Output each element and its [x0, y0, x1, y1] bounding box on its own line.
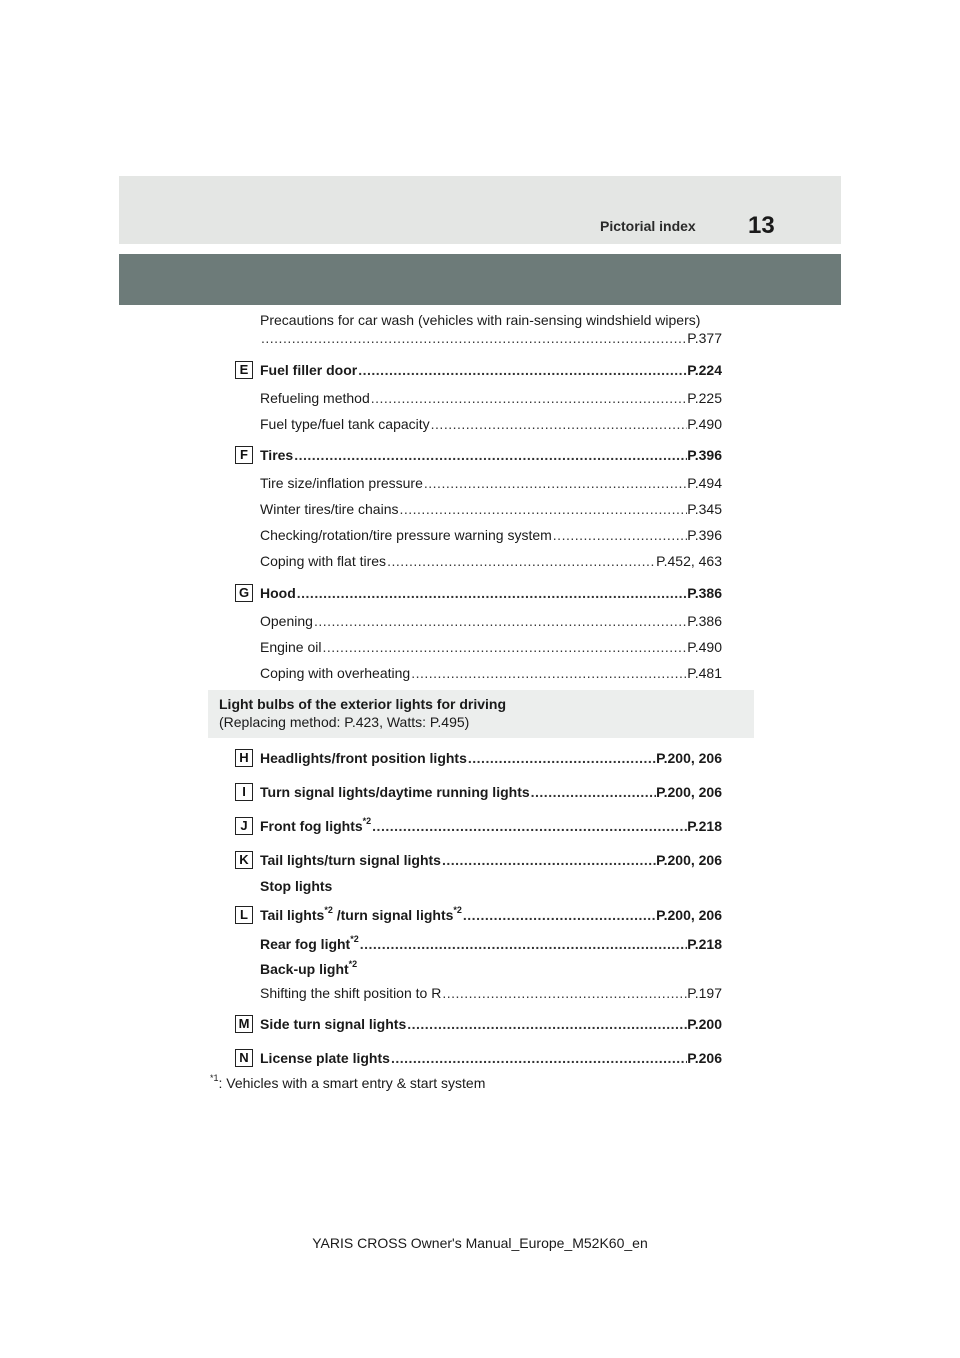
lights-section-subtitle: (Replacing method: P.423, Watts: P.495) [219, 714, 470, 730]
footnote-mark: *2 [453, 905, 462, 915]
entry-fuel-type[interactable]: Fuel type/fuel tank capacity ..... P.490 [260, 415, 722, 433]
entry-tail-turn-signal[interactable]: Tail lights/turn signal lights ..... P.200, 206 [260, 851, 722, 869]
header-band [119, 254, 841, 305]
car-wash-precautions-text: Precautions for car wash (vehicles with rain-sensing windshield wipers) [260, 312, 701, 328]
header-bar [119, 176, 841, 244]
footnote-mark: *2 [350, 934, 359, 944]
entry-refueling-method[interactable]: Refueling method ..... P.225 [260, 389, 722, 407]
entry-turn-signal-drl[interactable]: Turn signal lights/daytime running lights ..... P.200, 206 [260, 783, 722, 801]
footnote-mark: *2 [362, 816, 372, 826]
badge-i: I [235, 783, 253, 801]
entry-front-fog-lights[interactable]: Front fog lights$^{*2}$ ..... P.218 [260, 817, 722, 835]
entry-hood[interactable]: Hood ..... P.386 [260, 584, 722, 602]
badge-g: G [235, 584, 253, 602]
car-wash-precautions-ref[interactable]: ..... P.377 [260, 329, 722, 347]
entry-engine-oil[interactable]: Engine oil ..... P.490 [260, 638, 722, 656]
page-number: 13 [748, 212, 775, 239]
entry-back-up-light: Back-up light$^{*2}$ [260, 959, 358, 977]
section-title: Pictorial index [600, 218, 696, 234]
entry-flat-tires[interactable]: Coping with flat tires ..... P.452, 463 [260, 552, 722, 570]
entry-rear-fog-light[interactable]: Rear fog light$^{*2}$ ..... P.218 [260, 935, 722, 953]
badge-n: N [235, 1049, 253, 1067]
badge-l: L [235, 906, 253, 924]
entry-license-plate-lights[interactable]: License plate lights ..... P.206 [260, 1049, 722, 1067]
badge-h: H [235, 749, 253, 767]
badge-m: M [235, 1015, 253, 1033]
lights-section-title: Light bulbs of the exterior lights for driving [219, 696, 506, 712]
footnote: $^{*1}$: Vehicles with a smart entry & start system [210, 1073, 486, 1091]
entry-tire-size[interactable]: Tire size/inflation pressure ..... P.494 [260, 474, 722, 492]
entry-stop-lights: Stop lights [260, 878, 333, 894]
entry-overheating[interactable]: Coping with overheating ..... P.481 [260, 664, 722, 682]
entry-tire-checking[interactable]: Checking/rotation/tire pressure warning system ..... P.396 [260, 526, 722, 544]
entry-tires[interactable]: Tires ..... P.396 [260, 446, 722, 464]
entry-headlights[interactable]: Headlights/front position lights ..... P.200, 206 [260, 749, 722, 767]
badge-e: E [235, 361, 253, 379]
badge-f: F [235, 446, 253, 464]
entry-side-turn-signal[interactable]: Side turn signal lights ..... P.200 [260, 1015, 722, 1033]
entry-fuel-filler-door[interactable]: Fuel filler door ..... P.224 [260, 361, 722, 379]
footer-manual-id: YARIS CROSS Owner's Manual_Europe_M52K60_en [312, 1235, 648, 1251]
entry-opening[interactable]: Opening ..... P.386 [260, 612, 722, 630]
footnote-mark: *2 [324, 905, 333, 915]
lights-section-box [208, 690, 754, 738]
footnote-mark: *2 [348, 959, 358, 969]
entry-shift-position-r[interactable]: Shifting the shift position to R ..... P.197 [260, 984, 722, 1002]
entry-tail-lights-rear[interactable]: Tail lights$^{*2}$ /turn signal lights$^{*2}$ ..... P.200, 206 [260, 906, 722, 924]
badge-k: K [235, 851, 253, 869]
entry-winter-tires[interactable]: Winter tires/tire chains ..... P.345 [260, 500, 722, 518]
badge-j: J [235, 817, 253, 835]
